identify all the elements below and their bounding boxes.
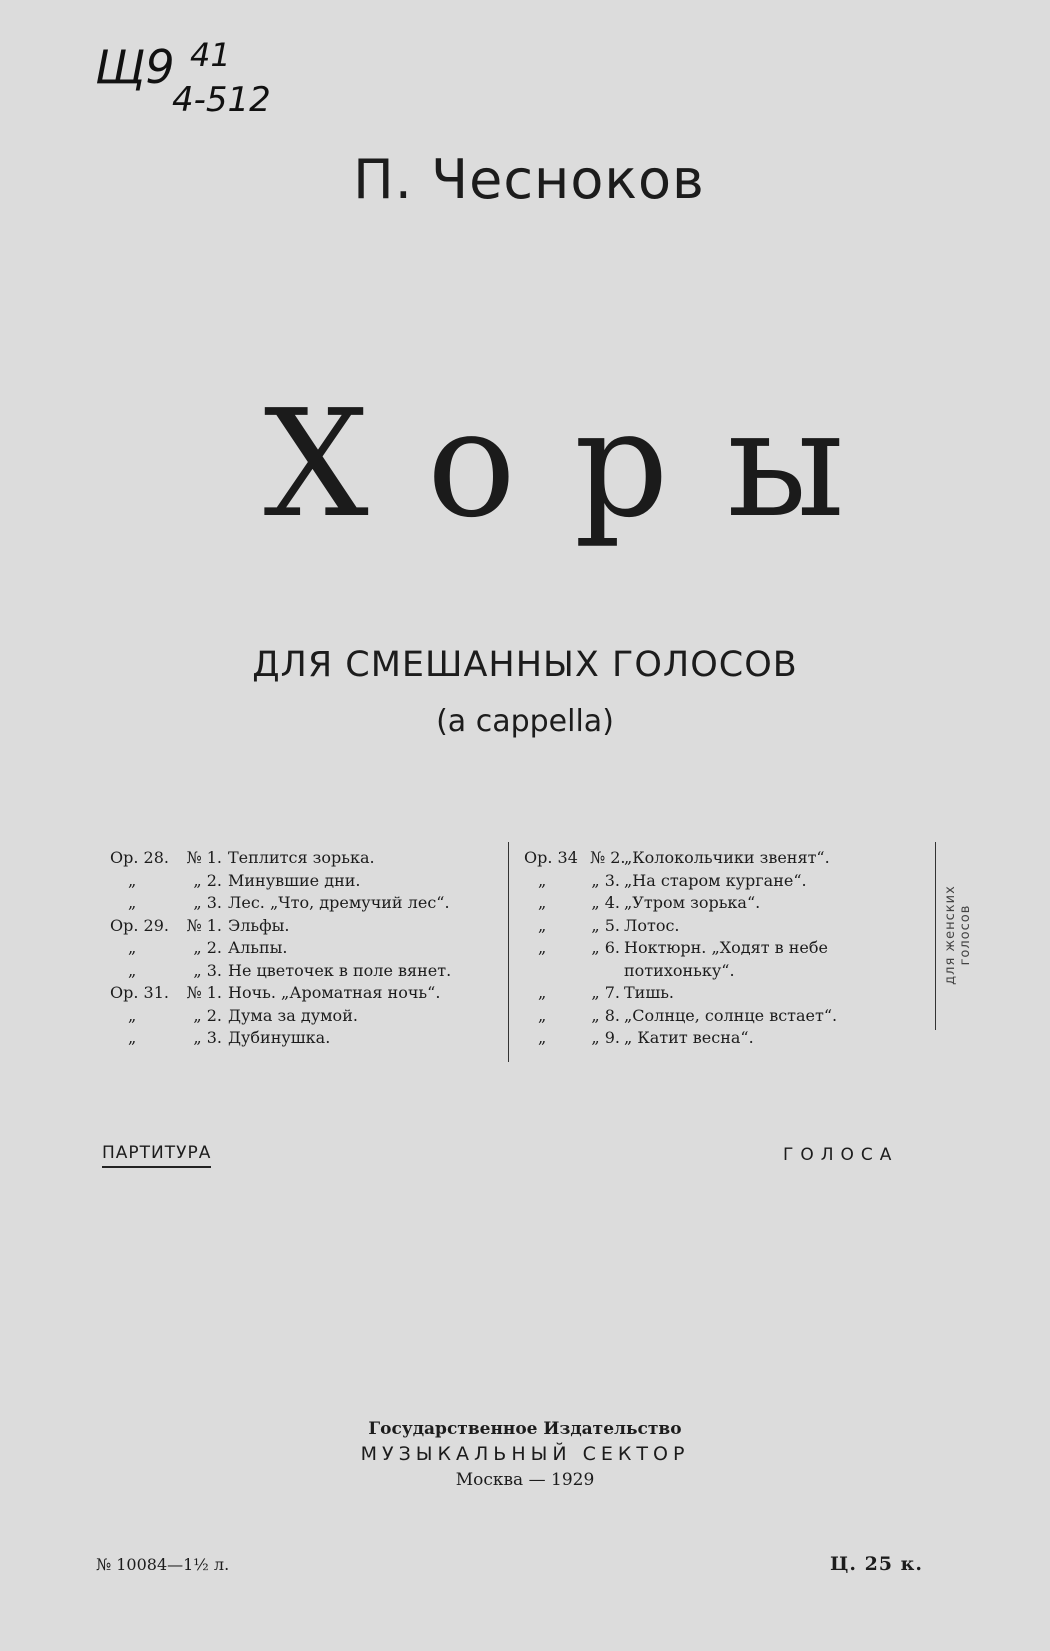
opus-label: „ [538, 893, 547, 912]
price: Ц. 25 к. [830, 1553, 923, 1575]
list-item [110, 937, 500, 960]
work-title: „На старом кургане“. [624, 870, 807, 890]
number-label: № 1. [186, 848, 222, 867]
womens-voices-label: для женских голосов [943, 885, 973, 985]
opus-label: „ [538, 1005, 547, 1025]
list-item [110, 870, 500, 893]
work-title: Альпы. [228, 938, 288, 957]
work-title: „Солнце, солнце встает“. [624, 1005, 838, 1025]
opus-label: „ [538, 915, 547, 935]
work-title: Теплится зорька. [228, 848, 375, 867]
number-label: „ 3. [193, 893, 222, 912]
list-item [524, 937, 924, 960]
publication-place-year: Москва — 1929 [455, 1470, 595, 1490]
opus-label: „ [128, 938, 137, 957]
work-title: Ноктюрн. „Ходят в небе [624, 938, 828, 957]
opus-label: „ [128, 960, 137, 980]
work-title: Ночь. „Ароматная ночь“. [228, 983, 441, 1002]
list-item [110, 1005, 500, 1028]
list-item [110, 847, 500, 870]
handwritten-shelf-number: 41 [190, 36, 231, 74]
opus-label: „ [128, 893, 137, 912]
number-label: „ 2. [193, 1005, 222, 1025]
list-item [524, 960, 924, 983]
score-label: ПАРТИТУРА [102, 1143, 211, 1168]
right-works-list [524, 847, 924, 1050]
work-title: „Колокольчики звенят“. [624, 848, 830, 867]
list-item [524, 847, 924, 870]
opus-label: „ [538, 1028, 547, 1047]
list-item [110, 915, 500, 938]
work-title: Лес. „Что, дремучий лес“. [228, 893, 450, 912]
list-item [524, 1027, 924, 1050]
number-label: „ 2. [193, 870, 222, 890]
list-item [110, 982, 500, 1005]
opus-label: Op. 34 [524, 848, 578, 867]
performance-note: (a cappella) [436, 704, 614, 739]
opus-label: „ [128, 870, 137, 890]
catalog-number: № 10084—1½ л. [96, 1555, 230, 1574]
composer-name: П. Чесноков [353, 148, 705, 211]
number-label: „ 6. [591, 938, 620, 957]
work-title: Тишь. [624, 983, 675, 1002]
handwritten-shelf-mark: Щ9 [95, 40, 175, 94]
womens-voices-bracket [935, 842, 936, 1030]
work-title: Лотос. [624, 915, 680, 935]
page-title: Хоры [263, 378, 903, 550]
opus-label: „ [128, 1028, 137, 1047]
list-item [110, 960, 500, 983]
number-label: „ 3. [193, 960, 222, 980]
number-label: „ 4. [591, 893, 620, 912]
number-label: „ 3. [193, 1028, 222, 1047]
opus-label: Op. 29. [110, 915, 169, 935]
opus-label: „ [128, 1005, 137, 1025]
list-item [110, 892, 500, 915]
work-title: Эльфы. [228, 915, 290, 935]
number-label: „ 8. [591, 1005, 620, 1025]
work-title-continued: потихоньку“. [624, 960, 735, 980]
list-item [524, 1005, 924, 1028]
work-title: Минувшие дни. [228, 870, 361, 890]
opus-label: „ [538, 983, 547, 1002]
number-label: „ 3. [591, 870, 620, 890]
number-label: „ 7. [591, 983, 620, 1002]
number-label: № 1. [186, 915, 222, 935]
number-label: № 1. [186, 983, 222, 1002]
number-label: „ 5. [591, 915, 620, 935]
list-item [524, 915, 924, 938]
publisher-sector: МУЗЫКАЛЬНЫЙ СЕКТОР [360, 1443, 690, 1465]
list-item [524, 892, 924, 915]
voices-label: ГОЛОСА [783, 1145, 899, 1165]
left-works-list [110, 847, 500, 1050]
column-divider [508, 842, 509, 1062]
list-item [110, 1027, 500, 1050]
handwritten-inventory-number: 4-512 [172, 80, 271, 120]
opus-label: Op. 28. [110, 848, 169, 867]
work-title: „Утром зорька“. [624, 893, 761, 912]
work-title: „ Катит весна“. [624, 1028, 754, 1047]
list-item [524, 982, 924, 1005]
work-title: Дума за думой. [228, 1005, 358, 1025]
work-title: Не цветочек в поле вянет. [228, 960, 452, 980]
opus-label: „ [538, 870, 547, 890]
opus-label: „ [538, 938, 547, 957]
opus-label: Op. 31. [110, 983, 169, 1002]
list-item [524, 870, 924, 893]
publisher-name: Государственное Издательство [368, 1419, 682, 1439]
work-title: Дубинушка. [228, 1028, 331, 1047]
number-label: „ 2. [193, 938, 222, 957]
subtitle: ДЛЯ СМЕШАННЫХ ГОЛОСОВ [252, 645, 798, 685]
number-label: „ 9. [591, 1028, 620, 1047]
number-label: № 2. [590, 848, 626, 867]
